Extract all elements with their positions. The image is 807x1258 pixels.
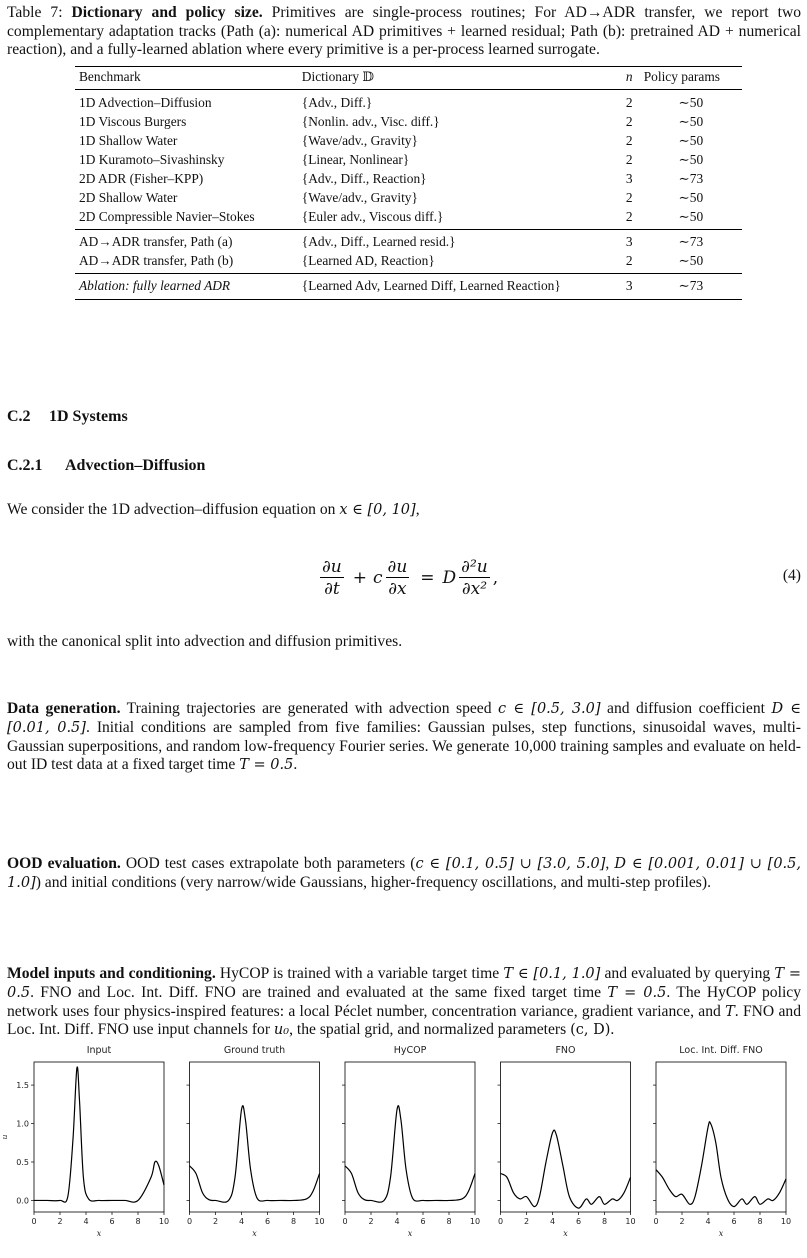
- cell-n: 2: [625, 132, 633, 148]
- subsection-heading: [7, 457, 205, 475]
- table-row: [75, 112, 742, 131]
- ood-m1: c ∈ [0.1, 0.5] ∪ [3.0, 5.0]: [415, 856, 606, 872]
- model-m1: T ∈ [0.1, 1.0]: [503, 966, 601, 982]
- ood-s2: ,: [605, 855, 615, 872]
- frac-d2udx2: $\frac{\text{∂²u}}{\text{∂x²}}$: [461, 556, 488, 599]
- cell-benchmark: AD→ADR transfer, Path (a): [79, 233, 233, 249]
- x-tick-label: 8: [135, 1217, 141, 1226]
- series-line: [34, 1067, 164, 1202]
- table-row: [75, 273, 742, 299]
- data-generation-s4: .: [293, 756, 298, 774]
- panel-title: HyCOP: [393, 1045, 427, 1056]
- data-generation-m1: c ∈ [0.5, 3.0]: [498, 701, 601, 717]
- cell-benchmark: 1D Viscous Burgers: [79, 113, 187, 129]
- subsection-number: C.2.1: [7, 457, 43, 474]
- model-m6: (c, D): [570, 1022, 611, 1039]
- equation-number: (4): [782, 567, 801, 584]
- model-s4: . The HyCOP policy network uses four physics-inspired features: a local Péclet number, concentration variance, gradient variance, and: [7, 983, 801, 1020]
- model-s7: .: [610, 1021, 615, 1039]
- x-tick-label: 0: [186, 1217, 193, 1226]
- model-m3: T = 0.5: [607, 984, 667, 1001]
- cell-benchmark: 1D Advection–Diffusion: [79, 94, 212, 110]
- caption-text: Primitives are single-process routines; For AD→ADR transfer, we report two complementary adaptation tracks (Path (a): numerical AD primitives + learned residual; Path (b): pretrained AD + numerical reaction), and a fully-learned ablation where every primitive is a per-process learned surrogate.: [7, 4, 802, 59]
- x-tick-label: 0: [497, 1217, 504, 1226]
- x-tick-label: 6: [109, 1217, 115, 1226]
- table-row: [75, 89, 742, 112]
- ood-m2: D ∈ [0.001, 0.01] ∪ [0.5, 1.0]: [7, 856, 801, 891]
- cell-policy-params: ∼50: [678, 94, 704, 110]
- x-axis-label: x: [718, 1229, 724, 1238]
- table-row: [75, 229, 742, 251]
- comparison-plots-svg: [0, 1025, 800, 1253]
- cell-n: 2: [625, 113, 633, 129]
- header-policy-params: Policy params: [643, 68, 720, 84]
- paper-page: [7, 4, 801, 300]
- x-tick-label: 10: [625, 1217, 636, 1226]
- x-tick-label: 2: [368, 1217, 374, 1226]
- x-tick-label: 10: [780, 1217, 792, 1226]
- x-axis-label: x: [563, 1229, 568, 1238]
- x-tick-label: 2: [212, 1217, 219, 1226]
- y-tick-label: 0.0: [16, 1196, 29, 1206]
- cell-dictionary: {Adv., Diff., Learned resid.}: [301, 233, 456, 249]
- after-equation-text: with the canonical split into advection and diffusion primitives.: [7, 633, 403, 650]
- cell-benchmark: Ablation: fully learned ADR: [79, 277, 231, 293]
- model-s1: HyCOP is trained with a variable target time: [215, 965, 504, 982]
- data-generation-s3: . Initial conditions are sampled from five families: Gaussian pulses, step functions, sinusoidal waves, multi-Gaussian superpositions, and random low-frequency Fourier series. We generate 10,000 training samples and evaluate on held-out ID test data at a fixed target time: [7, 718, 801, 774]
- cell-dictionary: {Wave/adv., Gravity}: [301, 189, 418, 205]
- ood-s3: ) and initial conditions (very narrow/wide Gaussians, higher-frequency oscillations, and multi-step profiles).: [35, 873, 711, 891]
- model-m5: u₀: [273, 1022, 290, 1039]
- cell-dictionary: {Euler adv., Viscous diff.}: [301, 208, 444, 224]
- x-tick-label: 6: [264, 1217, 271, 1226]
- cell-n: 3: [625, 170, 633, 186]
- x-tick-label: 6: [420, 1217, 426, 1226]
- x-tick-label: 10: [158, 1217, 170, 1226]
- panel-title: Input: [86, 1045, 112, 1056]
- x-tick-label: 6: [575, 1217, 582, 1226]
- y-tick-label: 1.5: [16, 1081, 29, 1091]
- x-tick-label: 8: [446, 1217, 452, 1226]
- x-tick-label: 0: [653, 1217, 659, 1226]
- frac-dudx: $\frac{\partial u}{\partial x}$: [387, 556, 408, 599]
- x-axis-label: x: [96, 1229, 102, 1238]
- intro-math: x ∈ [0, 10]: [339, 502, 416, 518]
- table-header-row: [75, 66, 742, 89]
- ood-s1: OOD test cases extrapolate both parameters (: [120, 855, 416, 872]
- x-tick-label: 10: [314, 1217, 325, 1226]
- table-row: [75, 169, 742, 188]
- cell-policy-params: ∼73: [678, 277, 704, 293]
- model-inputs-heading: Model inputs and conditioning.: [7, 965, 216, 982]
- cell-n: 2: [625, 94, 633, 110]
- panel-frame: [34, 1062, 164, 1212]
- x-tick-label: 10: [469, 1217, 481, 1226]
- cell-policy-params: ∼50: [678, 208, 704, 224]
- data-generation-s1: Training trajectories are generated with advection speed: [120, 700, 499, 717]
- panel-title: Loc. Int. Diff. FNO: [679, 1045, 763, 1056]
- model-m4: T: [725, 1003, 735, 1020]
- cell-benchmark: 2D ADR (Fisher–KPP): [79, 170, 204, 186]
- model-s5: . FNO and Loc. Int. Diff. FNO use input channels for: [7, 1002, 802, 1039]
- comparison-figure: [0, 1025, 800, 1253]
- intro-tail: ,: [415, 501, 420, 518]
- table-row: [75, 207, 742, 229]
- model-s3: . FNO and Loc. Int. Diff. FNO are trained and evaluated at the same fixed target time: [30, 983, 608, 1001]
- subsection-title: Advection–Diffusion: [65, 457, 206, 474]
- x-tick-label: 4: [83, 1217, 89, 1226]
- cell-benchmark: 1D Kuramoto–Sivashinsky: [79, 151, 225, 167]
- panel-title: FNO: [555, 1045, 576, 1056]
- table-row: [75, 188, 742, 207]
- model-s6: , the spatial grid, and normalized parameters: [289, 1021, 571, 1039]
- ood-evaluation-heading: OOD evaluation.: [7, 855, 121, 872]
- section-number: C.2: [7, 408, 31, 425]
- y-tick-label: 0.5: [16, 1158, 29, 1167]
- x-tick-label: 8: [601, 1217, 608, 1226]
- table-caption: [7, 4, 801, 60]
- cell-n: 2: [625, 252, 633, 268]
- panel-title: Ground truth: [223, 1045, 286, 1056]
- table-group-benchmarks: [75, 89, 742, 229]
- x-tick-label: 4: [549, 1217, 556, 1226]
- x-tick-label: 6: [731, 1217, 737, 1226]
- cell-benchmark: 2D Shallow Water: [79, 189, 178, 205]
- intro-paragraph: [7, 501, 801, 520]
- cell-n: 3: [625, 233, 633, 249]
- table-row: [75, 150, 742, 169]
- cell-n: 3: [625, 277, 633, 293]
- cell-n: 2: [625, 151, 633, 167]
- x-tick-label: 0: [31, 1217, 37, 1226]
- cell-dictionary: {Adv., Diff.}: [301, 94, 373, 110]
- y-axis-label: u: [0, 1134, 9, 1140]
- x-tick-label: 4: [238, 1217, 245, 1226]
- y-tick-label: 1.0: [16, 1119, 29, 1129]
- cell-dictionary: {Learned Adv, Learned Diff, Learned Reaction}: [301, 277, 561, 293]
- cell-dictionary: {Adv., Diff., Reaction}: [301, 170, 427, 186]
- cell-policy-params: ∼50: [678, 151, 704, 167]
- section-heading: [7, 408, 128, 426]
- equation-4: [7, 553, 801, 603]
- model-s2: and evaluated by querying: [600, 965, 775, 982]
- series-line: [656, 1122, 786, 1207]
- series-line: [501, 1130, 631, 1208]
- x-tick-label: 2: [679, 1217, 685, 1226]
- cell-benchmark: AD→ADR transfer, Path (b): [79, 252, 234, 268]
- cell-dictionary: {Learned AD, Reaction}: [301, 252, 435, 268]
- header-benchmark: Benchmark: [79, 68, 141, 84]
- x-tick-label: 2: [57, 1217, 63, 1226]
- model-m2: T = 0.5: [7, 966, 802, 1001]
- cell-policy-params: ∼73: [678, 233, 704, 249]
- equation-body: $\frac{\partial u}{\partial t}$ + c $\frac{\partial u}{\partial x}$ = D $\frac{\text{∂²u}}{\text{∂x²}}$ ,: [322, 556, 499, 599]
- x-tick-label: 8: [290, 1217, 297, 1226]
- cell-benchmark: 1D Shallow Water: [79, 132, 178, 148]
- table-row: [75, 131, 742, 150]
- panel-frame: [501, 1062, 631, 1212]
- x-tick-label: 2: [523, 1217, 530, 1226]
- x-tick-label: 4: [705, 1217, 711, 1226]
- series-line: [345, 1106, 475, 1202]
- cell-policy-params: ∼50: [678, 189, 704, 205]
- cell-dictionary: {Nonlin. adv., Visc. diff.}: [301, 113, 440, 129]
- cell-policy-params: ∼50: [678, 252, 704, 268]
- cell-dictionary: {Wave/adv., Gravity}: [301, 132, 418, 148]
- data-generation-s2: and diffusion coefficient: [600, 700, 772, 717]
- table-group-transfer: [75, 229, 742, 273]
- header-n: n: [625, 68, 633, 84]
- x-tick-label: 8: [757, 1217, 763, 1226]
- data-generation-heading: Data generation.: [7, 700, 121, 717]
- table-row: [75, 251, 742, 273]
- panel-frame: [656, 1062, 786, 1212]
- caption-title: Dictionary and policy size.: [71, 4, 263, 21]
- table-group-ablation: [75, 273, 742, 299]
- dictionary-table: [75, 66, 742, 300]
- series-line: [190, 1106, 320, 1202]
- intro-text: We consider the 1D advection–diffusion equation on: [7, 501, 340, 518]
- caption-label: Table 7:: [7, 4, 63, 21]
- cell-policy-params: ∼50: [678, 113, 704, 129]
- data-generation-paragraph: [7, 700, 801, 775]
- cell-dictionary: {Linear, Nonlinear}: [301, 151, 410, 167]
- x-axis-label: x: [252, 1229, 257, 1238]
- x-tick-label: 0: [342, 1217, 348, 1226]
- cell-policy-params: ∼73: [678, 170, 704, 186]
- x-axis-label: x: [407, 1229, 413, 1238]
- x-tick-label: 4: [394, 1217, 400, 1226]
- cell-n: 2: [625, 189, 633, 205]
- cell-policy-params: ∼50: [678, 132, 704, 148]
- data-generation-m2: D ∈ [0.01, 0.5]: [7, 701, 801, 736]
- header-dictionary: Dictionary 𝔻: [301, 68, 375, 84]
- data-generation-m3: T = 0.5: [239, 757, 294, 774]
- ood-evaluation-paragraph: [7, 855, 801, 893]
- section-title: 1D Systems: [49, 408, 128, 425]
- cell-n: 2: [625, 208, 633, 224]
- frac-dudt: $\frac{\partial u}{\partial t}$: [322, 556, 342, 599]
- cell-benchmark: 2D Compressible Navier–Stokes: [79, 208, 255, 224]
